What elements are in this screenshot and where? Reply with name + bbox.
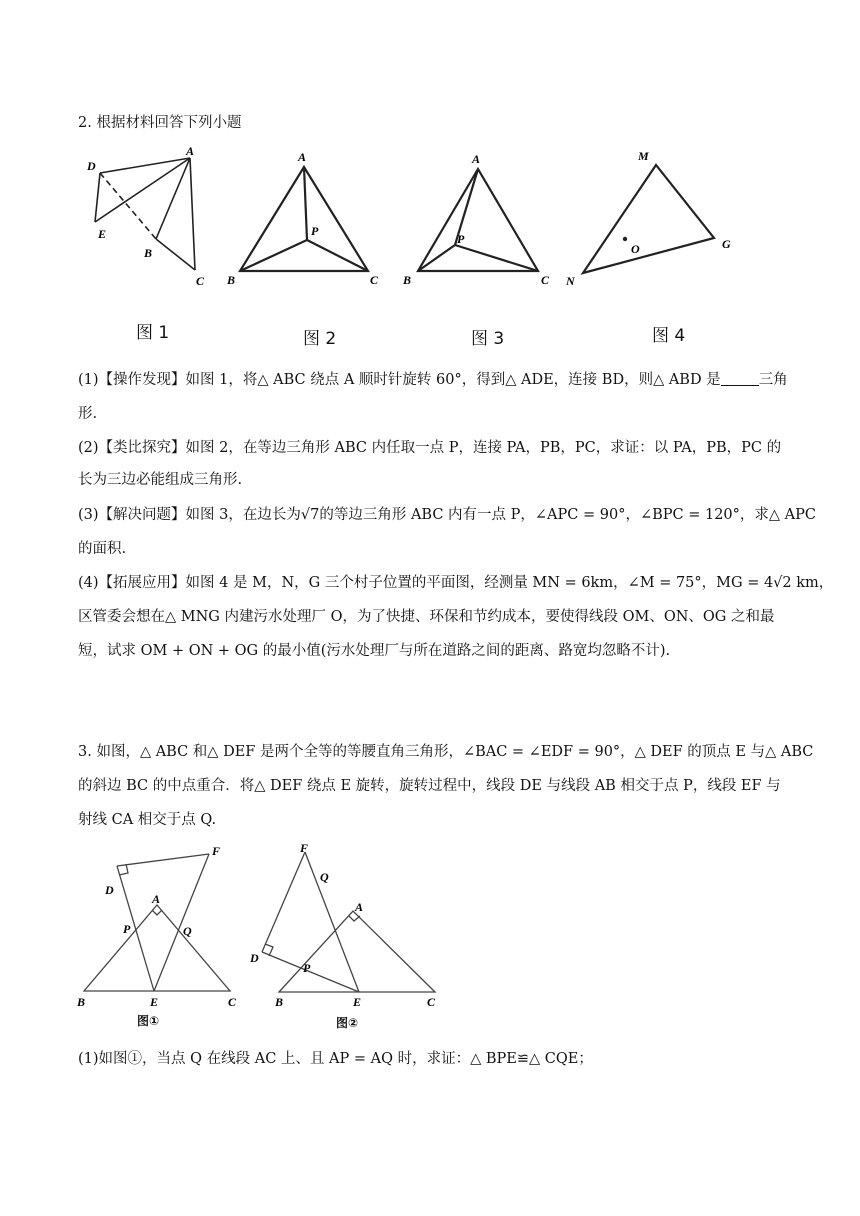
q2-part3-line2: 的面积. [78, 541, 127, 557]
q2-part4-line3: 短，试求 OM + ON + OG 的最小值(污水处理厂与所在道路之间的距离、路宽均忽略不计). [78, 643, 671, 659]
q2-part2-line2: 长为三边必能组成三角形. [78, 472, 243, 488]
fig2-caption: 图 2 [303, 329, 337, 349]
fig3-label-p: P [457, 232, 465, 246]
figure-q3-1 [74, 840, 249, 1010]
fig1-label-d: D [87, 159, 96, 173]
q2-part2-line1: (2)【类比探究】如图 2，在等边三角形 ABC 内任取一点 P，连接 PA，PB，PC，求证：以 PA，PB，PC 的 [78, 440, 782, 456]
fig4-label-n: N [566, 274, 575, 288]
fig2-label-b: B [227, 273, 236, 287]
figq3a-label-p: P [123, 922, 131, 936]
fig4-caption: 图 4 [652, 326, 686, 346]
q2-heading: 2. 根据材料回答下列小题 [78, 115, 242, 131]
fig1-caption: 图 1 [136, 323, 170, 343]
fig1-label-a: A [186, 144, 195, 158]
fig4-label-o: O [631, 242, 640, 256]
q3-line2: 的斜边 BC 的中点重合．将△ DEF 绕点 E 旋转，旋转过程中，线段 DE 与线段 AB 相交于点 P，线段 EF 与 [78, 778, 781, 794]
figq3a-label-e: E [150, 995, 159, 1009]
figq3a-label-b: B [77, 995, 86, 1009]
q2-part3-line1: (3)【解决问题】如图 3，在边长为√7的等边三角形 ABC 内有一点 P，∠APC = 90°，∠BPC = 120°，求△ APC [78, 507, 816, 523]
q2-part1-line1 [78, 369, 788, 391]
q3-line1: 3. 如图，△ ABC 和△ DEF 是两个全等的等腰直角三角形，∠BAC = ∠EDF = 90°，△ DEF 的顶点 E 与△ ABC [78, 744, 814, 760]
figq3b-label-p: P [303, 961, 311, 975]
q2-part1-suffix: 三角 [758, 372, 788, 388]
figq3b-label-a: A [355, 900, 364, 914]
figure-1 [80, 140, 220, 290]
fig2-label-c: C [370, 273, 379, 287]
figure-3 [398, 147, 563, 292]
figq3a-label-q: Q [183, 924, 192, 938]
fig3-label-a: A [472, 152, 481, 166]
figq3b-label-q: Q [320, 870, 329, 884]
figq3b-label-e: E [353, 995, 362, 1009]
figq3b-label-b: B [275, 995, 284, 1009]
fig1-label-e: E [98, 227, 107, 241]
fig1-label-c: C [196, 274, 205, 288]
figq3b-label-d: D [250, 951, 259, 965]
figure-q3-2 [245, 838, 445, 1010]
fig4-label-g: G [722, 237, 731, 251]
q2-part1-line2: 形. [78, 406, 98, 422]
q2-part4-line1: (4)【拓展应用】如图 4 是 M，N，G 三个村子位置的平面图，经测量 MN = 6km，∠M = 75°，MG = 4√2 km， [78, 575, 834, 591]
figq3a-label-a: A [152, 892, 161, 906]
fig2-label-p: P [311, 224, 319, 238]
figure-2 [222, 145, 387, 290]
figure-4 [560, 142, 745, 292]
figq3a-label-f: F [212, 844, 221, 858]
figq3a-label-c: C [228, 995, 237, 1009]
figq3b-label-f: F [300, 841, 309, 855]
fig1-label-b: B [144, 246, 153, 260]
fig3-label-c: C [541, 273, 550, 287]
fig4-label-m: M [638, 149, 649, 163]
fig3-caption: 图 3 [471, 329, 505, 349]
q2-part1-text: (1)【操作发现】如图 1，将△ ABC 绕点 A 顺时针旋转 60°，得到△ ADE，连接 BD，则△ ABD 是 [78, 372, 721, 388]
answer-blank[interactable] [721, 371, 759, 386]
fig3-label-b: B [403, 273, 412, 287]
fig-q3-1-caption: 图① [137, 1014, 160, 1028]
figq3a-label-d: D [105, 883, 114, 897]
q3-line3: 射线 CA 相交于点 Q. [78, 812, 217, 828]
q3-part1: (1)如图①，当点 Q 在线段 AC 上、且 AP = AQ 时，求证：△ BPE≌△ CQE； [78, 1051, 593, 1067]
q2-part4-line2: 区管委会想在△ MNG 内建污水处理厂 O，为了快捷、环保和节约成本，要使得线段 OM、ON、OG 之和最 [78, 609, 775, 625]
figq3b-label-c: C [427, 995, 436, 1009]
fig-q3-2-caption: 图② [336, 1016, 359, 1030]
fig2-label-a: A [298, 150, 307, 164]
